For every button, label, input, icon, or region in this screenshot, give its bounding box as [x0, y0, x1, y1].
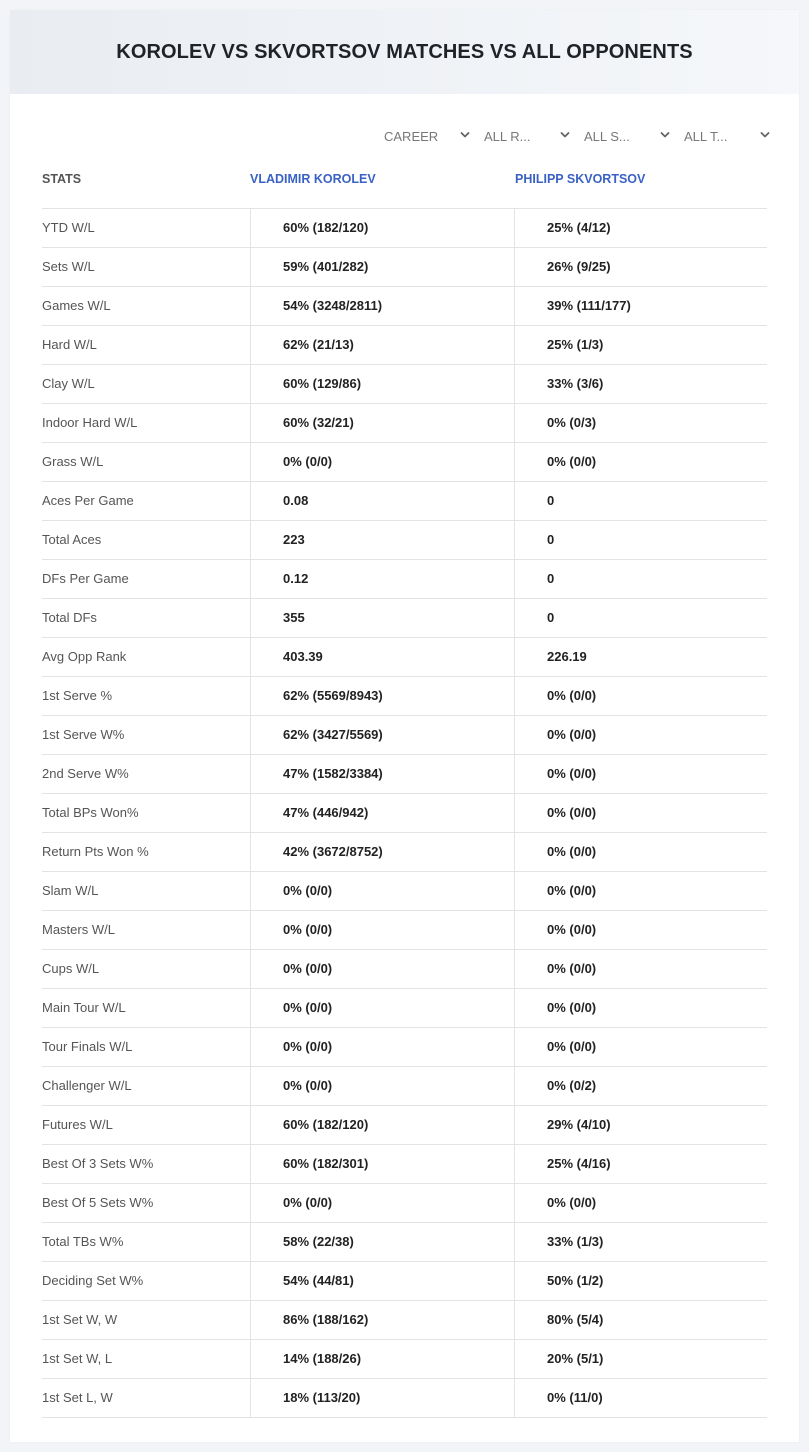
- player2-stat-value: 25% (4/12): [514, 209, 767, 247]
- filter-surface-label: ALL S...: [584, 128, 630, 144]
- stat-label: Avg Opp Rank: [42, 649, 127, 664]
- stat-label: Total DFs: [42, 610, 97, 625]
- player2-stat-value: 0% (0/0): [514, 872, 767, 910]
- player2-stat-value: 0: [514, 482, 767, 520]
- player2-stat-value: 0% (0/0): [514, 1028, 767, 1066]
- player1-stat-value: 0% (0/0): [250, 911, 515, 949]
- player1-stat-value: 0% (0/0): [250, 950, 515, 988]
- filter-surface-select[interactable]: [580, 124, 670, 148]
- table-row: [42, 1340, 767, 1379]
- table-row: [42, 950, 767, 989]
- player1-stat-value: 14% (188/26): [250, 1340, 515, 1378]
- table-row: [42, 1106, 767, 1145]
- table-row: [42, 989, 767, 1028]
- stat-label: Challenger W/L: [42, 1078, 132, 1093]
- player2-stat-value: 0: [514, 599, 767, 637]
- stat-label: 1st Serve %: [42, 688, 113, 703]
- player2-stat-value: 0% (0/2): [514, 1067, 767, 1105]
- player2-stat-value: 0% (0/0): [514, 716, 767, 754]
- stat-label: Slam W/L: [42, 883, 99, 898]
- player1-stat-value: 62% (5569/8943): [250, 677, 515, 715]
- stat-label: Best Of 3 Sets W%: [42, 1156, 154, 1171]
- table-row: [42, 1067, 767, 1106]
- table-row: [42, 911, 767, 950]
- player1-stat-value: 42% (3672/8752): [250, 833, 515, 871]
- table-row: [42, 833, 767, 872]
- player2-stat-value: 29% (4/10): [514, 1106, 767, 1144]
- player1-stat-value: 58% (22/38): [250, 1223, 515, 1261]
- stat-label: Cups W/L: [42, 961, 100, 976]
- player1-stat-value: 403.39: [250, 638, 515, 676]
- table-row: [42, 599, 767, 638]
- stat-label: Main Tour W/L: [42, 1000, 126, 1015]
- player2-stat-value: 0% (0/0): [514, 443, 767, 481]
- player2-stat-value: 50% (1/2): [514, 1262, 767, 1300]
- player2-stat-value: 0% (11/0): [514, 1379, 767, 1417]
- stat-label: Grass W/L: [42, 454, 104, 469]
- chevron-down-icon: [460, 130, 470, 140]
- player1-stat-value: 0% (0/0): [250, 1184, 515, 1222]
- table-row: [42, 443, 767, 482]
- player2-stat-value: 26% (9/25): [514, 248, 767, 286]
- player2-stat-value: 25% (4/16): [514, 1145, 767, 1183]
- player2-stat-value: 0: [514, 521, 767, 559]
- player1-stat-value: 60% (182/120): [250, 1106, 515, 1144]
- table-row: [42, 872, 767, 911]
- player2-stat-value: 0% (0/0): [514, 911, 767, 949]
- player1-stat-value: 18% (113/20): [250, 1379, 515, 1417]
- player2-stat-value: 0% (0/0): [514, 794, 767, 832]
- stat-label: Sets W/L: [42, 259, 95, 274]
- player1-stat-value: 54% (3248/2811): [250, 287, 515, 325]
- filter-tournament-label: ALL T...: [684, 128, 728, 144]
- table-row: [42, 209, 767, 248]
- stat-label: 1st Set W, L: [42, 1351, 113, 1366]
- stat-label: Masters W/L: [42, 922, 115, 937]
- player1-stat-value: 47% (446/942): [250, 794, 515, 832]
- stat-label: Aces Per Game: [42, 493, 134, 508]
- stat-label: 1st Set W, W: [42, 1312, 118, 1327]
- player1-stat-value: 355: [250, 599, 515, 637]
- player2-stat-value: 0% (0/0): [514, 833, 767, 871]
- player2-stat-value: 0% (0/0): [514, 755, 767, 793]
- table-row: [42, 1145, 767, 1184]
- player1-stat-value: 60% (182/301): [250, 1145, 515, 1183]
- player2-name-link[interactable]: PHILIPP SKVORTSOV: [515, 172, 646, 186]
- filter-round-label: ALL R...: [484, 128, 531, 144]
- player2-stat-value: 0% (0/0): [514, 1184, 767, 1222]
- stat-label: Total Aces: [42, 532, 102, 547]
- chevron-down-icon: [760, 130, 770, 140]
- stats-column-headers: [42, 170, 767, 208]
- table-row: [42, 1184, 767, 1223]
- player1-stat-value: 62% (21/13): [250, 326, 515, 364]
- player2-stat-value: 80% (5/4): [514, 1301, 767, 1339]
- stats-column-header: STATS: [42, 172, 82, 186]
- stat-label: Indoor Hard W/L: [42, 415, 138, 430]
- table-row: [42, 716, 767, 755]
- table-row: [42, 521, 767, 560]
- chevron-down-icon: [660, 130, 670, 140]
- stat-label: Games W/L: [42, 298, 111, 313]
- player2-stat-value: 226.19: [514, 638, 767, 676]
- player1-stat-value: 0% (0/0): [250, 989, 515, 1027]
- stats-table: [42, 208, 767, 1418]
- stats-card: [10, 10, 799, 1442]
- card-header: [10, 10, 799, 94]
- player1-name-link[interactable]: VLADIMIR KOROLEV: [250, 172, 376, 186]
- stat-label: 1st Set L, W: [42, 1390, 113, 1405]
- player1-stat-value: 0% (0/0): [250, 443, 515, 481]
- player1-stat-value: 0% (0/0): [250, 1028, 515, 1066]
- stat-label: Return Pts Won %: [42, 844, 149, 859]
- player1-stat-value: 59% (401/282): [250, 248, 515, 286]
- table-row: [42, 248, 767, 287]
- table-row: [42, 482, 767, 521]
- player2-stat-value: 33% (3/6): [514, 365, 767, 403]
- stat-label: Clay W/L: [42, 376, 95, 391]
- stat-label: Hard W/L: [42, 337, 97, 352]
- player2-stat-value: 20% (5/1): [514, 1340, 767, 1378]
- stat-label: YTD W/L: [42, 220, 95, 235]
- player1-stat-value: 62% (3427/5569): [250, 716, 515, 754]
- stat-label: Deciding Set W%: [42, 1273, 144, 1288]
- table-row: [42, 755, 767, 794]
- table-row: [42, 1262, 767, 1301]
- player2-stat-value: 0% (0/0): [514, 950, 767, 988]
- player2-stat-value: 0% (0/0): [514, 989, 767, 1027]
- filter-round-select[interactable]: [480, 124, 570, 148]
- table-row: [42, 560, 767, 599]
- table-row: [42, 1379, 767, 1418]
- player1-stat-value: 47% (1582/3384): [250, 755, 515, 793]
- player1-stat-value: 0.12: [250, 560, 515, 598]
- table-row: [42, 1223, 767, 1262]
- player2-stat-value: 0% (0/3): [514, 404, 767, 442]
- player2-stat-value: 0% (0/0): [514, 677, 767, 715]
- player2-stat-value: 39% (111/177): [514, 287, 767, 325]
- filter-period-select[interactable]: [380, 124, 470, 148]
- player1-stat-value: 60% (32/21): [250, 404, 515, 442]
- stat-label: Tour Finals W/L: [42, 1039, 133, 1054]
- stat-label: Best Of 5 Sets W%: [42, 1195, 154, 1210]
- stat-label: DFs Per Game: [42, 571, 129, 586]
- stat-label: 2nd Serve W%: [42, 766, 129, 781]
- player1-stat-value: 0.08: [250, 482, 515, 520]
- filter-bar: [380, 124, 770, 148]
- stat-label: Futures W/L: [42, 1117, 113, 1132]
- player1-stat-value: 54% (44/81): [250, 1262, 515, 1300]
- table-row: [42, 677, 767, 716]
- player1-stat-value: 0% (0/0): [250, 1067, 515, 1105]
- player1-stat-value: 60% (182/120): [250, 209, 515, 247]
- stat-label: Total BPs Won%: [42, 805, 139, 820]
- stat-label: Total TBs W%: [42, 1234, 124, 1249]
- table-row: [42, 404, 767, 443]
- table-row: [42, 1301, 767, 1340]
- filter-tournament-select[interactable]: [680, 124, 770, 148]
- stat-label: 1st Serve W%: [42, 727, 125, 742]
- table-row: [42, 638, 767, 677]
- table-row: [42, 365, 767, 404]
- table-row: [42, 794, 767, 833]
- page-title: KOROLEV VS SKVORTSOV MATCHES VS ALL OPPONENTS: [116, 40, 693, 63]
- table-row: [42, 326, 767, 365]
- filter-period-label: CAREER: [384, 128, 439, 144]
- player1-stat-value: 0% (0/0): [250, 872, 515, 910]
- player1-stat-value: 86% (188/162): [250, 1301, 515, 1339]
- table-row: [42, 287, 767, 326]
- table-row: [42, 1028, 767, 1067]
- player2-stat-value: 25% (1/3): [514, 326, 767, 364]
- player2-stat-value: 33% (1/3): [514, 1223, 767, 1261]
- player1-stat-value: 223: [250, 521, 515, 559]
- player2-stat-value: 0: [514, 560, 767, 598]
- player1-stat-value: 60% (129/86): [250, 365, 515, 403]
- chevron-down-icon: [560, 130, 570, 140]
